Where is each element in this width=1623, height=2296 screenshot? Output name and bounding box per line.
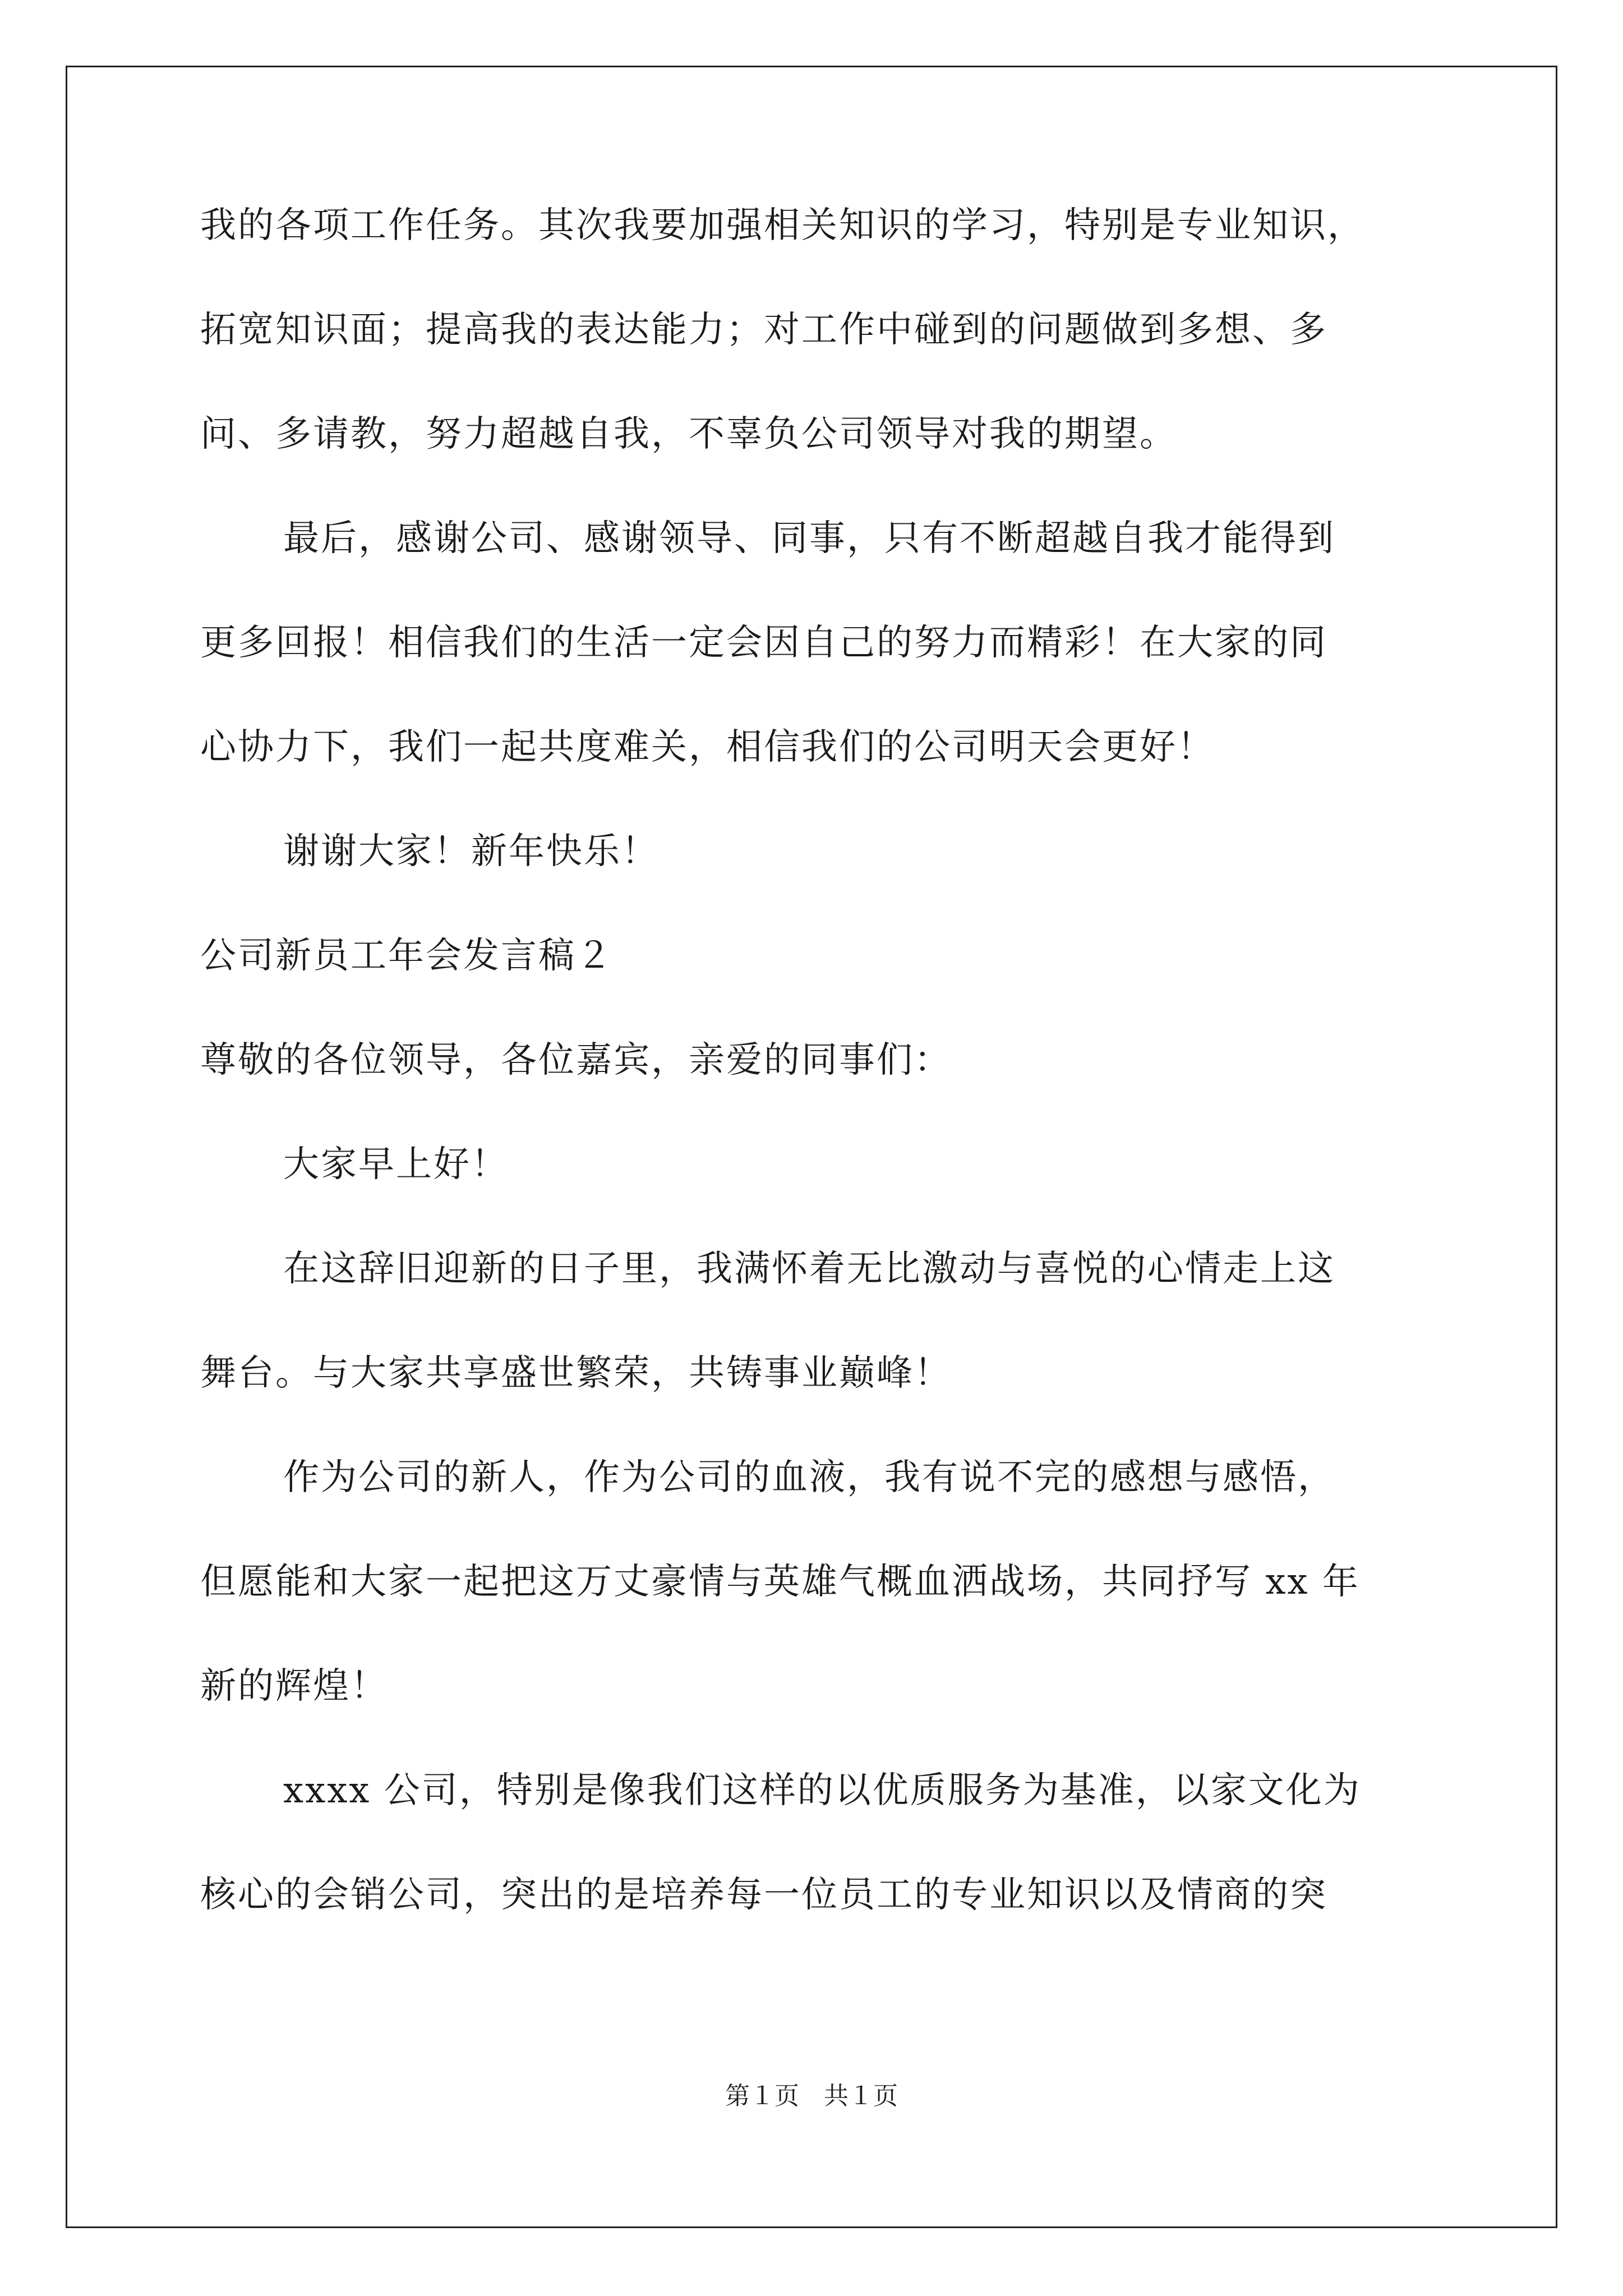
document-body — [200, 205, 1440, 1981]
paragraph-start-line: 谢谢大家！新年快乐！ — [283, 831, 659, 872]
paragraph-start-line: 在这辞旧迎新的日子里，我满怀着无比激动与喜悦的心情走上这 — [283, 1248, 1335, 1290]
body-line: 新的辉煌！ — [200, 1665, 388, 1707]
body-line: 核心的会销公司，突出的是培养每一位员工的专业知识以及情商的突 — [200, 1874, 1327, 1916]
section-heading: 公司新员工年会发言稿２ — [200, 935, 614, 977]
body-line: 但愿能和大家一起把这万丈豪情与英雄气概血洒战场，共同抒写 xx 年 — [200, 1561, 1360, 1603]
body-line: 更多回报！相信我们的生活一定会因自己的努力而精彩！在大家的同 — [200, 622, 1327, 664]
body-line: 拓宽知识面；提高我的表达能力；对工作中碰到的问题做到多想、多 — [200, 309, 1327, 351]
page-footer: 第１页 共１页 — [725, 2082, 898, 2110]
paragraph-start-line: 作为公司的新人，作为公司的血液，我有说不完的感想与感悟， — [283, 1457, 1335, 1498]
salutation-line: 尊敬的各位领导，各位嘉宾，亲爱的同事们： — [200, 1039, 952, 1081]
body-line: 舞台。与大家共享盛世繁荣，共铸事业巅峰！ — [200, 1352, 952, 1394]
body-line: 我的各项工作任务。其次我要加强相关知识的学习，特别是专业知识， — [200, 205, 1365, 246]
body-line: 心协力下，我们一起共度难关，相信我们的公司明天会更好！ — [200, 726, 1215, 768]
paragraph-start-line: xxxx 公司，特别是像我们这样的以优质服务为基准，以家文化为 — [283, 1770, 1361, 1811]
body-line: 问、多请教，努力超越自我，不辜负公司领导对我的期望。 — [200, 413, 1177, 455]
greeting-line: 大家早上好！ — [283, 1144, 509, 1185]
paragraph-start-line: 最后，感谢公司、感谢领导、同事，只有不断超越自我才能得到 — [283, 518, 1335, 559]
